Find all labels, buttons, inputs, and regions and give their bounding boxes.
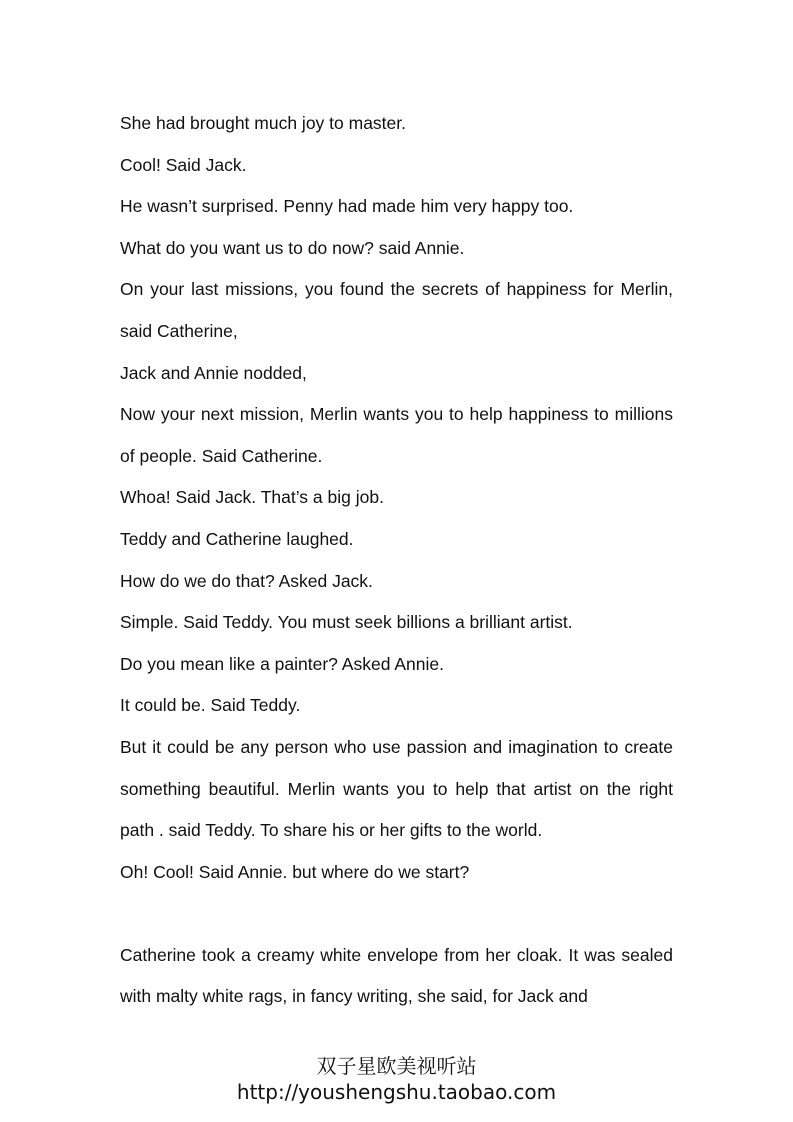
footer-url: http://youshengshu.taobao.com [236,1080,557,1104]
footer-shop-name: 双子星欧美视听站 [316,1054,477,1078]
paragraph: Jack and Annie nodded, [120,362,307,383]
paragraph: Do you mean like a painter? Asked Annie. [120,653,444,674]
paragraph: Whoa! Said Jack. That’s a big job. [120,487,384,508]
paragraph: Oh! Cool! Said Annie. but where do we start? [120,861,470,882]
paragraph: What do you want us to do now? said Annie. [120,237,465,258]
paragraph: Cool! Said Jack. [120,154,247,175]
paragraph: She had brought much joy to master. [120,113,406,133]
paragraph-spacer [120,893,673,935]
paragraph: On your last missions, you found the secrets of happiness for Merlin, said Catherine, [120,279,673,341]
paragraph: Now your next mission, Merlin wants you to help happiness to millions of people. Said Catherine. [120,404,673,466]
paragraph: Simple. Said Teddy. You must seek billions a brilliant artist. [120,612,573,633]
paragraph: It could be. Said Teddy. [120,695,301,716]
paragraph: He wasn’t surprised. Penny had made him very happy too. [120,196,574,217]
paragraph: Teddy and Catherine laughed. [120,528,354,549]
paragraph: But it could be any person who use passion and imagination to create something beautiful. Merlin wants you to help that artist on the right path . said Teddy. To share his or her gifts to the world. [120,736,673,841]
paragraph: Catherine took a creamy white envelope from her cloak. It was sealed with malty white rags, in fancy writing, she said, for Jack and [120,944,673,1007]
paragraph: How do we do that? Asked Jack. [120,570,373,591]
page-body [120,103,673,1018]
